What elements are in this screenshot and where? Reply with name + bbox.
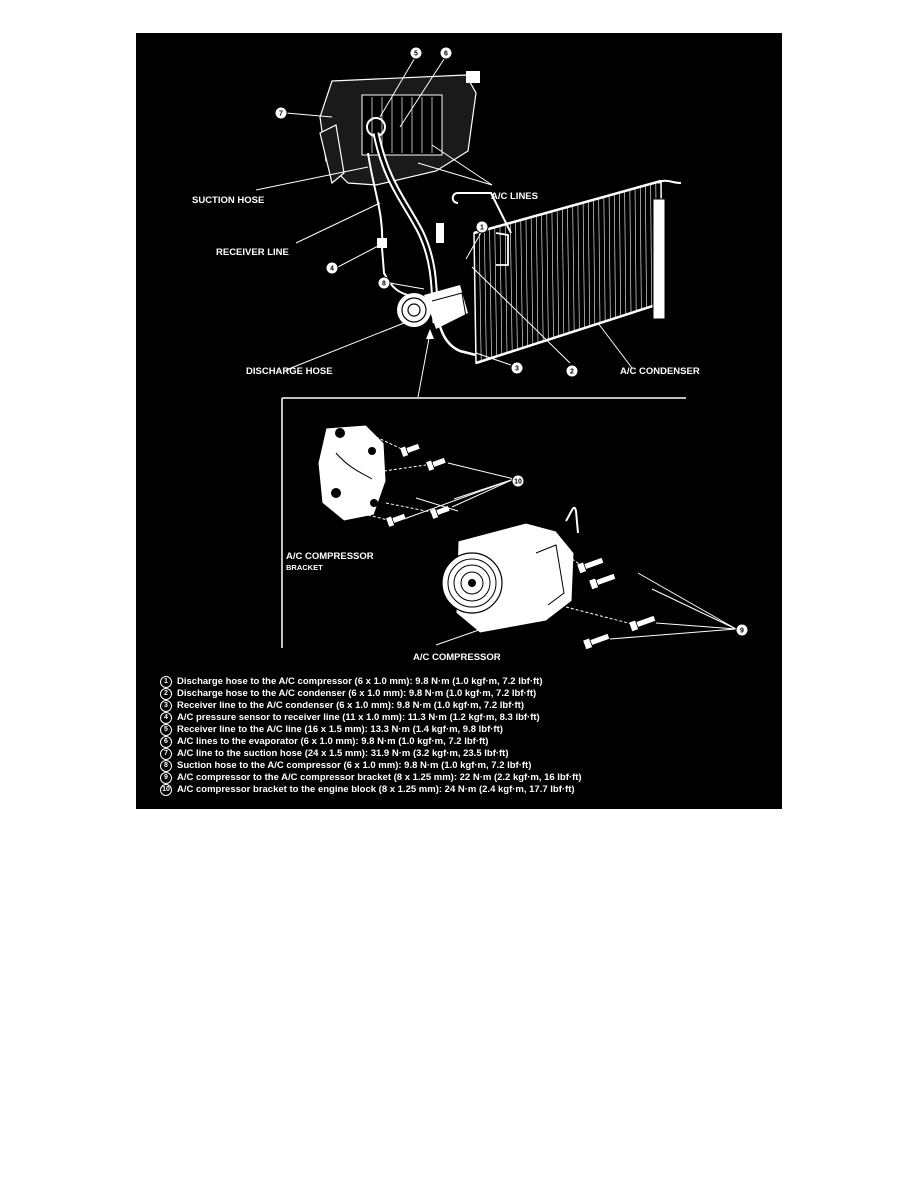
label-compressor-bracket: A/C COMPRESSOR	[286, 551, 374, 562]
legend-number: 2	[160, 688, 172, 700]
legend-text: Receiver line to the A/C condenser (6 x 1.0 mm): 9.8 N·m (1.0 kgf·m, 7.2 lbf·ft)	[177, 700, 525, 711]
legend-text: Discharge hose to the A/C condenser (6 x 1.0 mm): 9.8 N·m (1.0 kgf·m, 7.2 lbf·ft)	[177, 688, 537, 699]
svg-text:7: 7	[279, 110, 283, 118]
callout-10	[512, 475, 524, 487]
label-ac-condenser: A/C CONDENSER	[620, 366, 700, 377]
legend-item	[160, 772, 770, 784]
callout-8	[378, 277, 390, 289]
legend-number: 8	[160, 760, 172, 772]
callout-2	[566, 365, 578, 377]
evaporator-unit	[320, 71, 480, 185]
legend-text: A/C compressor to the A/C compressor bracket (8 x 1.25 mm): 22 N·m (2.2 kgf·m, 16 lbf·ft)	[177, 772, 582, 783]
bracket-bolts	[386, 442, 451, 528]
callout-9	[736, 624, 748, 636]
legend-number: 7	[160, 748, 172, 760]
legend-item	[160, 700, 770, 712]
legend-text: A/C pressure sensor to receiver line (11 x 1.0 mm): 11.3 N·m (1.2 kgf·m, 8.3 lbf·ft)	[177, 712, 540, 723]
label-suction-hose: SUCTION HOSE	[192, 195, 265, 206]
legend-text: Receiver line to the A/C line (16 x 1.5 mm): 13.3 N·m (1.4 kgf·m, 9.8 lbf·ft)	[177, 724, 503, 735]
legend-text: Discharge hose to the A/C compressor (6 x 1.0 mm): 9.8 N·m (1.0 kgf·m, 7.2 lbf·ft)	[177, 676, 543, 687]
legend-text: A/C lines to the evaporator (6 x 1.0 mm): 9.8 N·m (1.0 kgf·m, 7.2 lbf·ft)	[177, 736, 489, 747]
callout-5	[410, 47, 422, 59]
label-bracket: BRACKET	[286, 563, 323, 572]
compressor-lower	[442, 508, 578, 633]
legend-item	[160, 712, 770, 724]
svg-text:9: 9	[740, 627, 744, 635]
label-ac-lines: A/C LINES	[491, 191, 538, 202]
legend-item	[160, 736, 770, 748]
legend-item	[160, 676, 770, 688]
legend-number: 5	[160, 724, 172, 736]
torque-spec-legend	[160, 676, 770, 796]
legend-number: 4	[160, 712, 172, 724]
callout-3	[511, 362, 523, 374]
label-ac-compressor: A/C COMPRESSOR	[413, 652, 501, 663]
legend-number: 10	[160, 784, 172, 796]
legend-number: 9	[160, 772, 172, 784]
legend-item	[160, 784, 770, 796]
legend-text: A/C compressor bracket to the engine block (8 x 1.25 mm): 24 N·m (2.4 kgf·m, 17.7 lbf·ft)	[177, 784, 575, 795]
svg-text:3: 3	[515, 365, 519, 373]
condenser	[453, 181, 681, 363]
legend-number: 3	[160, 700, 172, 712]
legend-item	[160, 724, 770, 736]
legend-item	[160, 748, 770, 760]
legend-item	[160, 688, 770, 700]
ac-system-diagram	[136, 33, 782, 809]
label-discharge-hose: DISCHARGE HOSE	[246, 366, 333, 377]
legend-item	[160, 760, 770, 772]
legend-number: 1	[160, 676, 172, 688]
svg-text:10: 10	[514, 478, 522, 486]
svg-text:4: 4	[330, 265, 334, 273]
callout-1	[476, 221, 488, 233]
svg-text:2: 2	[570, 368, 574, 376]
callout-4	[326, 262, 338, 274]
legend-number: 6	[160, 736, 172, 748]
label-receiver-line: RECEIVER LINE	[216, 247, 289, 258]
svg-text:6: 6	[444, 50, 448, 58]
compressor-bracket	[318, 425, 386, 521]
legend-text: Suction hose to the A/C compressor (6 x 1.0 mm): 9.8 N·m (1.0 kgf·m, 7.2 lbf·ft)	[177, 760, 532, 771]
callout-7	[275, 107, 287, 119]
svg-text:5: 5	[414, 50, 418, 58]
svg-text:8: 8	[382, 280, 386, 288]
svg-text:1: 1	[480, 224, 484, 232]
callout-6	[440, 47, 452, 59]
legend-text: A/C line to the suction hose (24 x 1.5 mm): 31.9 N·m (3.2 kgf·m, 23.5 lbf·ft)	[177, 748, 509, 759]
compressor-bolts	[577, 555, 657, 649]
